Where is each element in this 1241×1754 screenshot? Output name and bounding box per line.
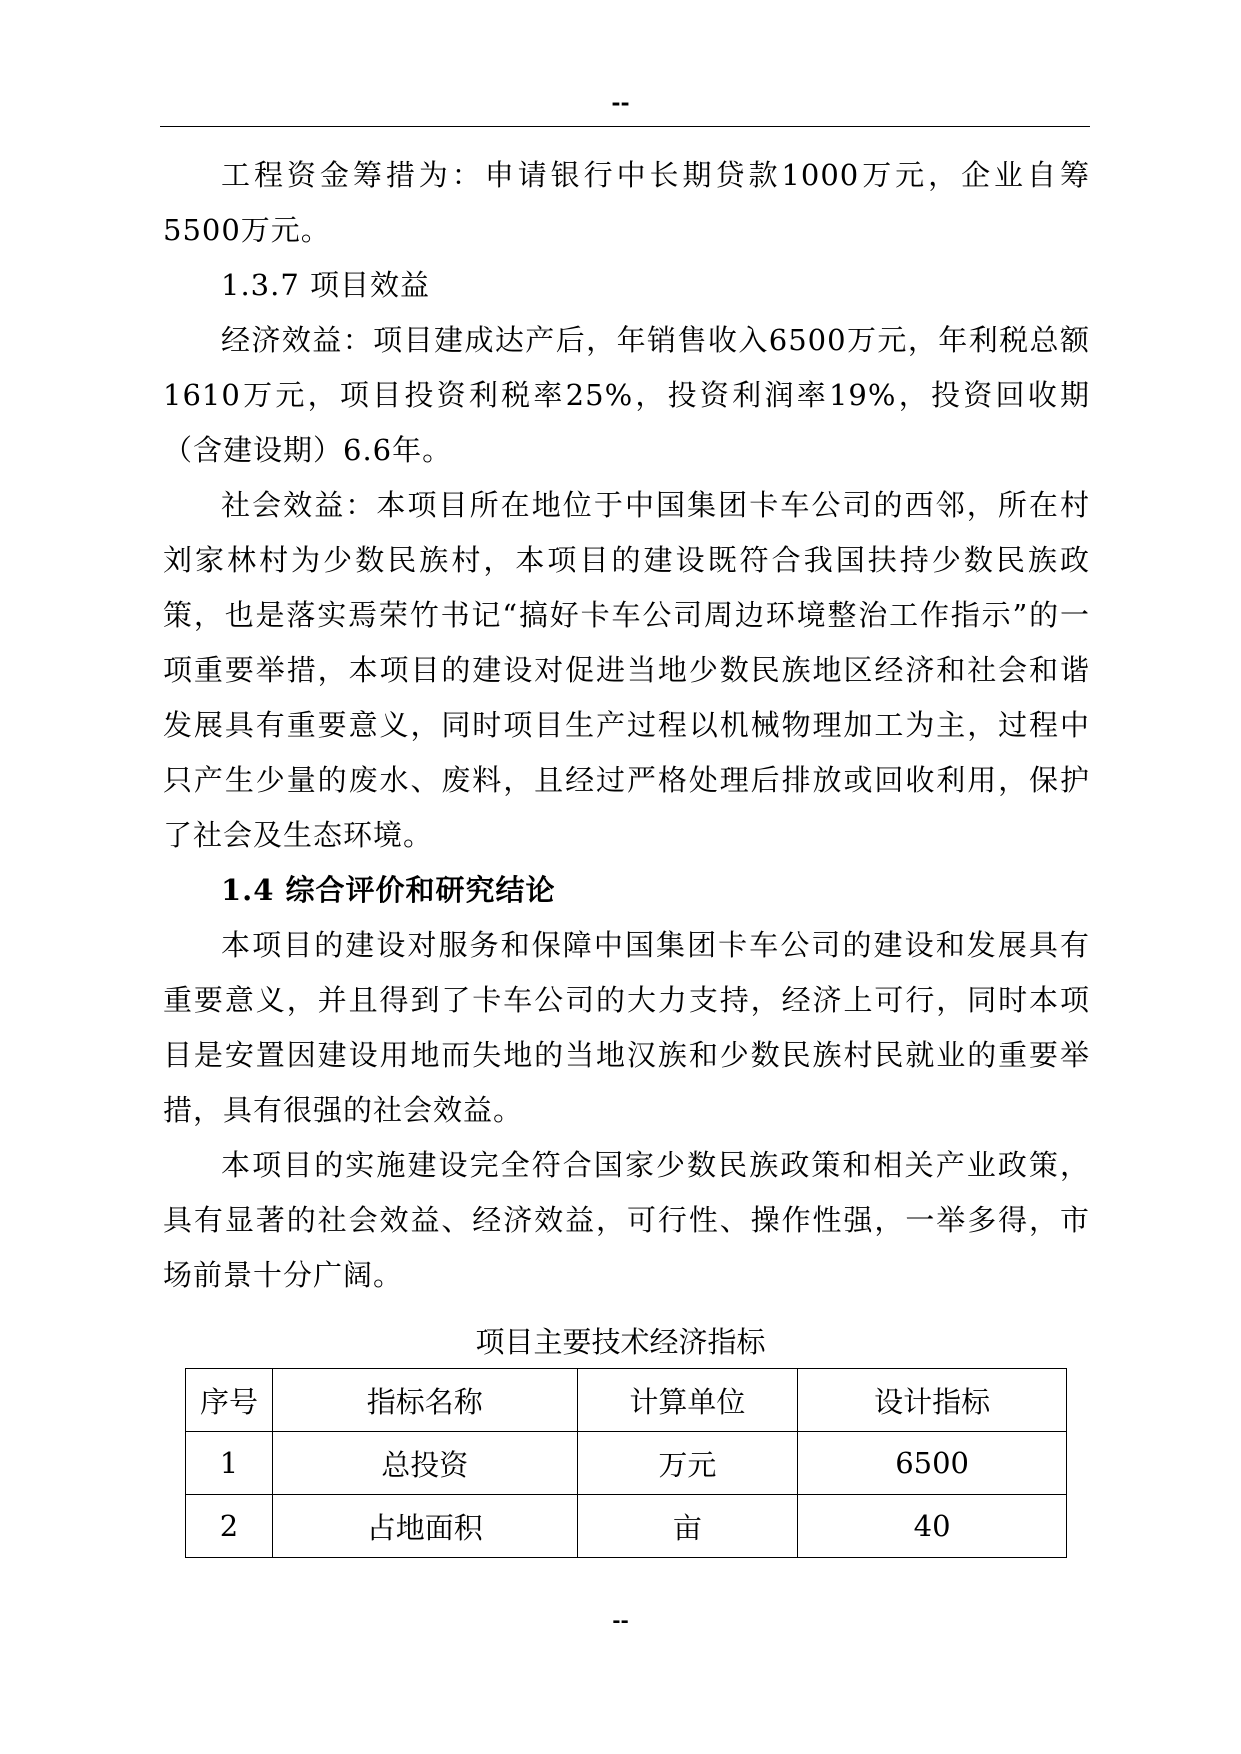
table-row — [186, 1432, 1067, 1495]
section-heading-benefits: 1.3.7 项目效益 — [221, 268, 431, 302]
table-cell: 2 — [186, 1495, 273, 1558]
paragraph-social-benefits: 社会效益：本项目所在地位于中国集团卡车公司的西邻，所在村刘家林村为少数民族村，本项目的建设既符合我国扶持少数民族政策，也是落实焉荣竹书记“搞好卡车公司周边环境整治工作指示”的一项重要举措，本项目的建设对促进当地少数民族地区经济和社会和谐发展具有重要意义，同时项目生产过程以机械物理加工为主，过程中只产生少量的废水、废料，且经过严格处理后排放或回收利用，保护了社会及生态环境。 — [163, 488, 1090, 852]
indicators-table — [185, 1368, 1067, 1558]
table-cell: 40 — [798, 1495, 1067, 1558]
page-footer-mark: -- — [612, 1608, 629, 1632]
table-cell: 占地面积 — [272, 1495, 577, 1558]
header-cell-no: 序号 — [186, 1369, 273, 1432]
header-cell-unit: 计算单位 — [577, 1369, 798, 1432]
table-cell: 万元 — [577, 1432, 798, 1495]
table-cell: 1 — [186, 1432, 273, 1495]
document-body — [163, 148, 1090, 1303]
header-divider — [160, 126, 1090, 127]
paragraph-economic-benefits: 经济效益：项目建成达产后，年销售收入6500万元，年利税总额1610万元，项目投资利税率25%，投资利润率19%，投资回收期（含建设期）6.6年。 — [163, 323, 1090, 467]
paragraph-conclusion-1: 本项目的建设对服务和保障中国集团卡车公司的建设和发展具有重要意义，并且得到了卡车公司的大力支持，经济上可行，同时本项目是安置因建设用地而失地的当地汉族和少数民族村民就业的重要举措，具有很强的社会效益。 — [163, 928, 1090, 1127]
table-cell: 6500 — [798, 1432, 1067, 1495]
page-header-mark: -- — [611, 90, 630, 116]
section-heading-conclusion: 1.4 综合评价和研究结论 — [221, 873, 556, 907]
table-cell: 总投资 — [272, 1432, 577, 1495]
table-cell: 亩 — [577, 1495, 798, 1558]
header-cell-name: 指标名称 — [272, 1369, 577, 1432]
table-caption: 项目主要技术经济指标 — [475, 1325, 766, 1359]
table-header-row — [186, 1369, 1067, 1432]
table-row — [186, 1495, 1067, 1558]
paragraph-conclusion-2: 本项目的实施建设完全符合国家少数民族政策和相关产业政策，具有显著的社会效益、经济效益，可行性、操作性强，一举多得，市场前景十分广阔。 — [163, 1148, 1090, 1292]
paragraph-funding: 工程资金筹措为：申请银行中长期贷款1000万元，企业自筹5500万元。 — [163, 158, 1090, 247]
header-cell-value: 设计指标 — [798, 1369, 1067, 1432]
